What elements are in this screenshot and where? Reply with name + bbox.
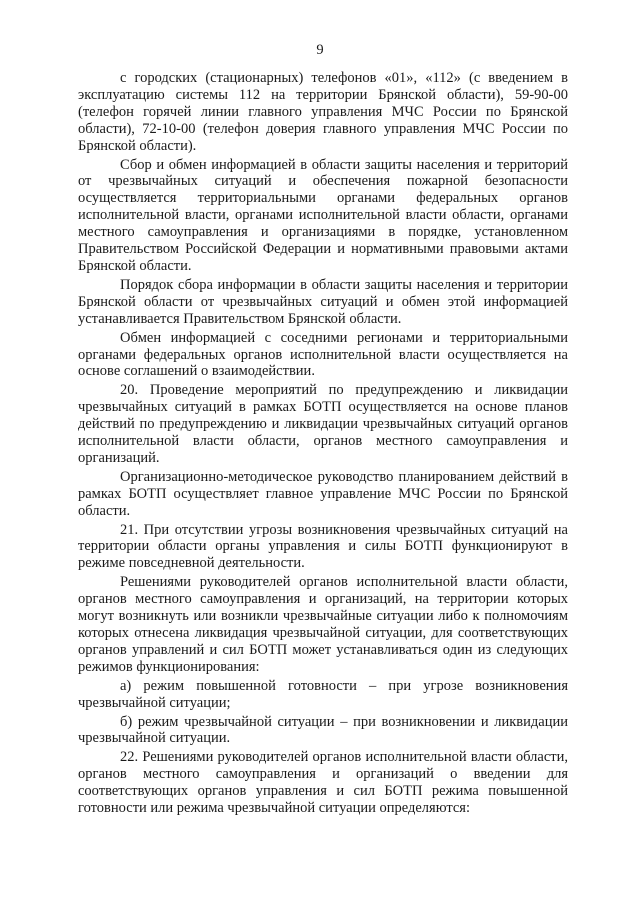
paragraph-collection-procedure: Порядок сбора информации в области защиты населения и территории Брянской области от чрезвычайных ситуаций и обмен этой информацией устанавливается Правительством Брянской области. [78,276,568,327]
paragraph-neighbor-regions: Обмен информацией с соседними регионами и территориальными органами федеральных органов исполнительной власти осуществляется на основе соглашений о взаимодействии. [78,329,568,380]
paragraph-methodical-guidance: Организационно-методическое руководство планированием действий в рамках БОТП осуществляет главное управление МЧС России по Брянской области. [78,468,568,519]
paragraph-item-22: 22. Решениями руководителей органов исполнительной власти области, органов местного самоуправления и организаций о введении для соответствующих органов управления и сил БОТП режима повышенной готовности или режима чрезвычайной ситуации определяются: [78,749,568,817]
page-number: 9 [316,42,324,58]
paragraph-information-exchange: Сбор и обмен информацией в области защиты населения и территорий от чрезвычайных ситуаций и обеспечения пожарной безопасности осуществляется территориальными органами федеральных органов исполнительной власти, органами исполнительной власти области, органами местного самоуправления и организациями в порядке, установленном Правительством Российской Федерации и нормативными правовыми актами Брянской области. [78,156,568,274]
paragraph-regime-a: а) режим повышенной готовности – при угрозе возникновения чрезвычайной ситуации; [78,677,568,711]
document-body [78,70,568,819]
paragraph-item-21: 21. При отсутствии угрозы возникновения чрезвычайных ситуаций на территории области органы управления и силы БОТП функционируют в режиме повседневной деятельности. [78,521,568,572]
paragraph-item-20: 20. Проведение мероприятий по предупреждению и ликвидации чрезвычайных ситуаций в рамках БОТП осуществляется на основе планов действий по предупреждению и ликвидации чрезвычайных ситуаций органов исполнительной власти области, органов местного самоуправления и организаций. [78,382,568,466]
paragraph-regime-decisions: Решениями руководителей органов исполнительной власти области, органов местного самоуправления и организаций, на территории которых могут возникнуть или возникли чрезвычайные ситуации либо к полномочиям которых отнесена ликвидация чрезвычайной ситуации, для соответствующих органов управлений и сил БОТП может устанавливаться один из следующих режимов функционирования: [78,574,568,675]
paragraph-regime-b: б) режим чрезвычайной ситуации – при возникновении и ликвидации чрезвычайной ситуации. [78,713,568,747]
paragraph-hotline-phones: с городских (стационарных) телефонов «01», «112» (с введением в эксплуатацию системы 112 на территории Брянской области), 59-90-00 (телефон горячей линии главного управления МЧС России по Брянской области), 72-10-00 (телефон доверия главного управления МЧС России по Брянской области). [78,70,568,154]
